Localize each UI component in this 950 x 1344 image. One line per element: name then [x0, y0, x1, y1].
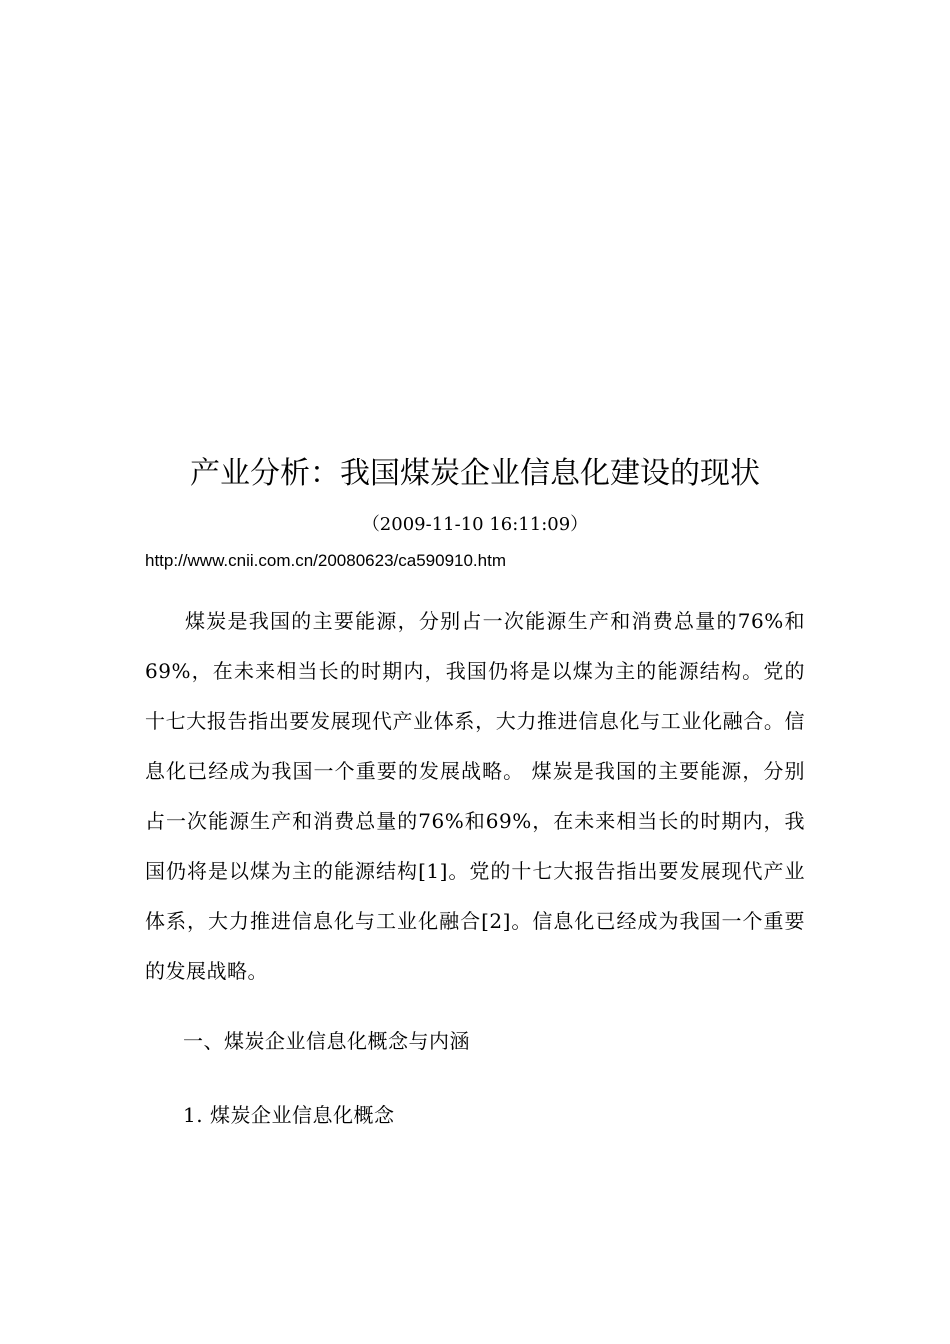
- sub-heading: 1. 煤炭企业信息化概念: [183, 1103, 395, 1127]
- body-paragraph: 煤炭是我国的主要能源，分别占一次能源生产和消费总量的76%和69%，在未来相当长的时期内，我国仍将是以煤为主的能源结构。党的十七大报告指出要发展现代产业体系，大力推进信息化与工业化融合。信息化已经成为我国一个重要的发展战略。 煤炭是我国的主要能源，分别占一次能源生产和消费总量的76%和69%，在未来相当长的时期内，我国仍将是以煤为主的能源结构[1]。党的十七大报告指出要发展现代产业体系，大力推进信息化与工业化融合[2]。信息化已经成为我国一个重要的发展战略。: [145, 609, 805, 983]
- section-heading: 一、煤炭企业信息化概念与内涵: [183, 1029, 470, 1053]
- source-url-link[interactable]: http://www.cnii.com.cn/20080623/ca590910.htm: [145, 551, 506, 570]
- publish-timestamp: （2009-11-10 16:11:09）: [361, 514, 589, 535]
- document-title: 产业分析：我国煤炭企业信息化建设的现状: [190, 456, 760, 491]
